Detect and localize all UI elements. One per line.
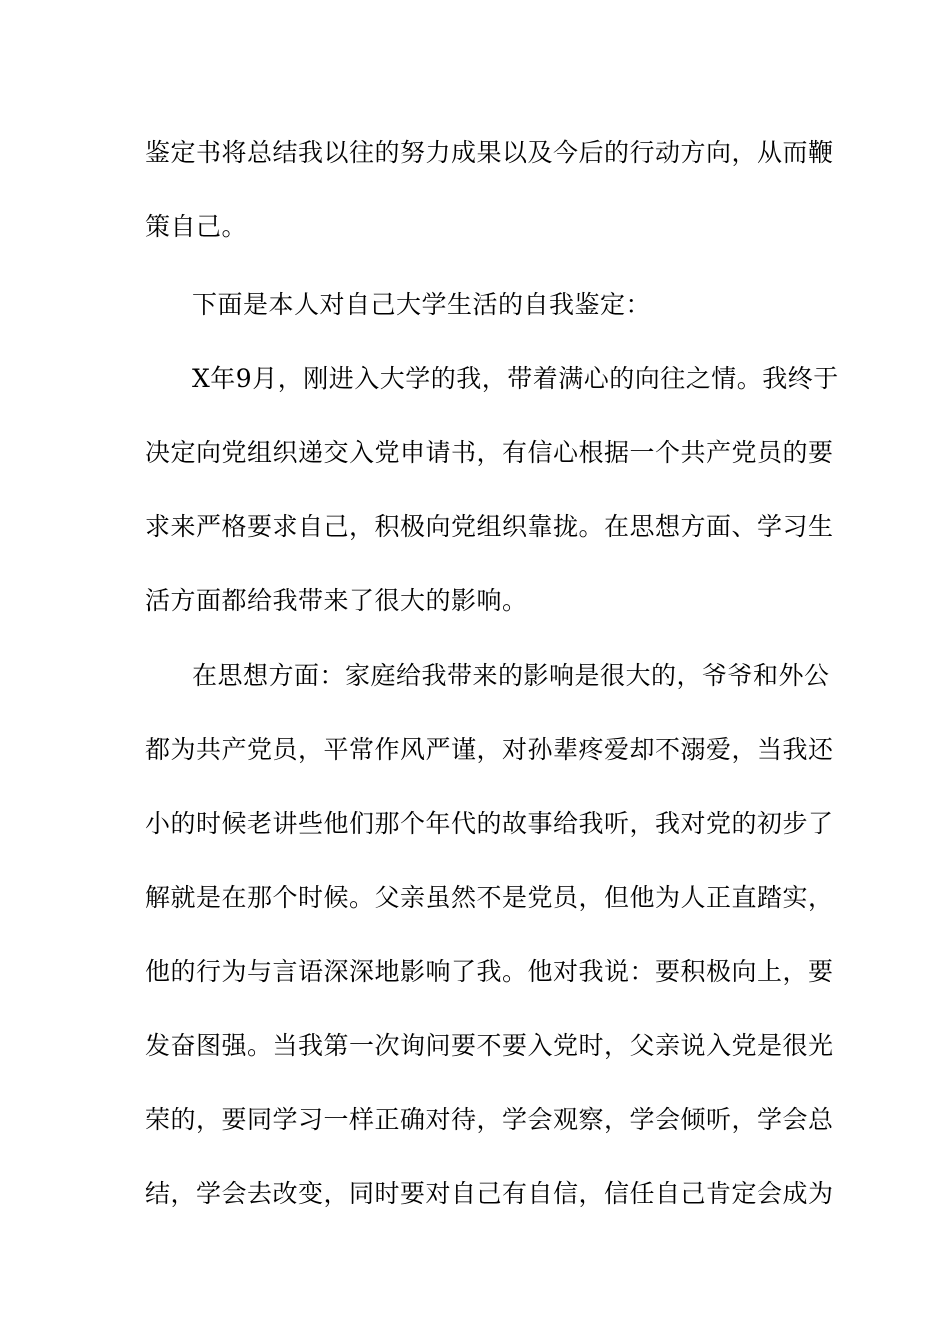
text-line: 鉴定书将总结我以往的努力成果以及今后的行动方向，从而鞭	[145, 138, 834, 167]
text-line: 都为共产党员，平常作风严谨，对孙辈疼爱却不溺爱，当我还	[145, 735, 834, 764]
text-line: 决定向党组织递交入党申请书，有信心根据一个共产党员的要	[145, 438, 834, 467]
text-line: 下面是本人对自己大学生活的自我鉴定：	[192, 290, 652, 319]
text-line: X年9月，刚进入大学的我，带着满心的向往之情。我终于	[192, 364, 839, 393]
text-line: 活方面都给我带来了很大的影响。	[145, 586, 528, 615]
text-line: 荣的，要同学习一样正确对待，学会观察，学会倾听，学会总	[145, 1105, 834, 1134]
text-line: 解就是在那个时候。父亲虽然不是党员，但他为人正直踏实，	[145, 883, 834, 912]
text-line: 发奋图强。当我第一次询问要不要入党时，父亲说入党是很光	[145, 1031, 834, 1060]
text-line: 他的行为与言语深深地影响了我。他对我说：要积极向上，要	[145, 957, 834, 986]
text-line: 结，学会去改变，同时要对自己有自信，信任自己肯定会成为	[145, 1179, 834, 1208]
text-line: 策自己。	[145, 212, 248, 241]
text-line: 求来严格要求自己，积极向党组织靠拢。在思想方面、学习生	[145, 512, 834, 541]
text-line: 小的时候老讲些他们那个年代的故事给我听，我对党的初步了	[145, 809, 834, 838]
text-line: 在思想方面：家庭给我带来的影响是很大的，爷爷和外公	[192, 661, 830, 690]
